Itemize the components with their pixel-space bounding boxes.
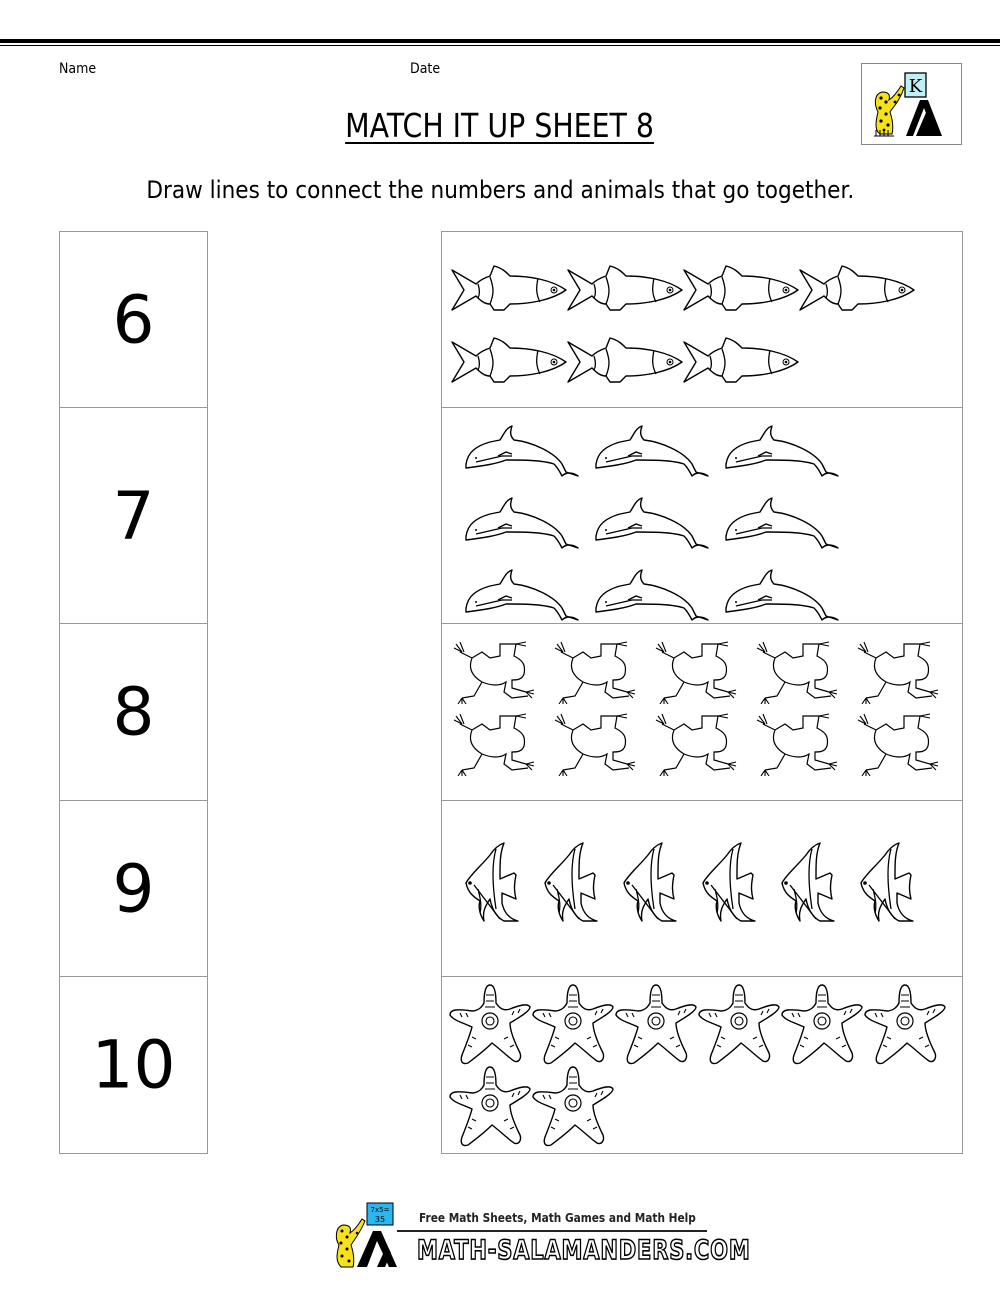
footer-logo xyxy=(327,1195,751,1275)
animal-cell-starfish[interactable] xyxy=(441,977,963,1154)
number-cell[interactable] xyxy=(59,624,208,801)
fish-icon xyxy=(566,260,684,322)
animal-cell-angelfish[interactable] xyxy=(441,801,963,977)
angelfish-icon xyxy=(697,839,777,935)
date-label: Date xyxy=(410,61,441,77)
dolphin-icon xyxy=(592,560,712,622)
animal-column xyxy=(441,231,963,1154)
svg-text:K: K xyxy=(908,76,923,97)
frog-icon xyxy=(856,710,940,776)
fish-icon xyxy=(450,260,568,322)
frog-icon xyxy=(452,638,536,704)
frog-icon xyxy=(654,710,738,776)
number-cell[interactable] xyxy=(59,408,208,624)
dolphin-icon xyxy=(722,560,842,622)
dolphin-icon xyxy=(592,416,712,478)
dolphin-icon xyxy=(722,488,842,550)
frog-icon xyxy=(452,710,536,776)
fish-icon xyxy=(450,332,568,394)
starfish-icon xyxy=(531,1063,615,1149)
instructions: Draw lines to connect the numbers and animals that go together. xyxy=(146,176,854,204)
angelfish-icon xyxy=(776,839,856,935)
fish-icon xyxy=(682,260,800,322)
fish-icon xyxy=(566,332,684,394)
fish-icon xyxy=(798,260,916,322)
starfish-icon xyxy=(448,981,532,1067)
number-cell[interactable] xyxy=(59,231,208,408)
footer-divider xyxy=(397,1230,707,1232)
dolphin-icon xyxy=(462,488,582,550)
number-column xyxy=(59,231,208,1154)
angelfish-icon xyxy=(855,839,935,935)
frog-icon xyxy=(654,638,738,704)
frog-icon xyxy=(755,638,839,704)
frog-icon xyxy=(755,710,839,776)
dolphin-icon xyxy=(592,488,712,550)
page-title: MATCH IT UP SHEET 8 xyxy=(345,106,655,145)
starfish-icon xyxy=(697,981,781,1067)
fish-icon xyxy=(682,332,800,394)
dolphin-icon xyxy=(722,416,842,478)
animal-cell-frog[interactable] xyxy=(441,624,963,801)
salamander-footer-icon xyxy=(327,1195,417,1275)
frog-icon xyxy=(553,638,637,704)
dolphin-icon xyxy=(462,560,582,622)
animal-cell-fish[interactable] xyxy=(441,231,963,408)
number-label: 10 xyxy=(91,1026,176,1104)
starfish-icon xyxy=(863,981,947,1067)
number-label: 8 xyxy=(112,673,155,751)
number-label: 7 xyxy=(112,477,155,554)
svg-text:7x5=: 7x5= xyxy=(370,1206,390,1214)
angelfish-icon xyxy=(460,839,540,935)
starfish-icon xyxy=(448,1063,532,1149)
angelfish-icon xyxy=(539,839,619,935)
starfish-icon xyxy=(780,981,864,1067)
number-label: 9 xyxy=(112,850,155,927)
number-cell[interactable] xyxy=(59,801,208,977)
starfish-icon xyxy=(614,981,698,1067)
number-label: 6 xyxy=(112,281,155,358)
dolphin-icon xyxy=(462,416,582,478)
frog-icon xyxy=(856,638,940,704)
header-rule-thin xyxy=(0,45,1000,46)
animal-cell-dolphin[interactable] xyxy=(441,408,963,624)
footer-brand: MATH-SALAMANDERS.COM xyxy=(417,1235,751,1266)
header-rule-thick xyxy=(0,39,1000,43)
number-cell[interactable] xyxy=(59,977,208,1154)
svg-text:35: 35 xyxy=(374,1215,386,1224)
angelfish-icon xyxy=(618,839,698,935)
footer-tagline: Free Math Sheets, Math Games and Math Help xyxy=(419,1211,696,1225)
frog-icon xyxy=(553,710,637,776)
starfish-icon xyxy=(531,981,615,1067)
name-label: Name xyxy=(59,61,97,77)
